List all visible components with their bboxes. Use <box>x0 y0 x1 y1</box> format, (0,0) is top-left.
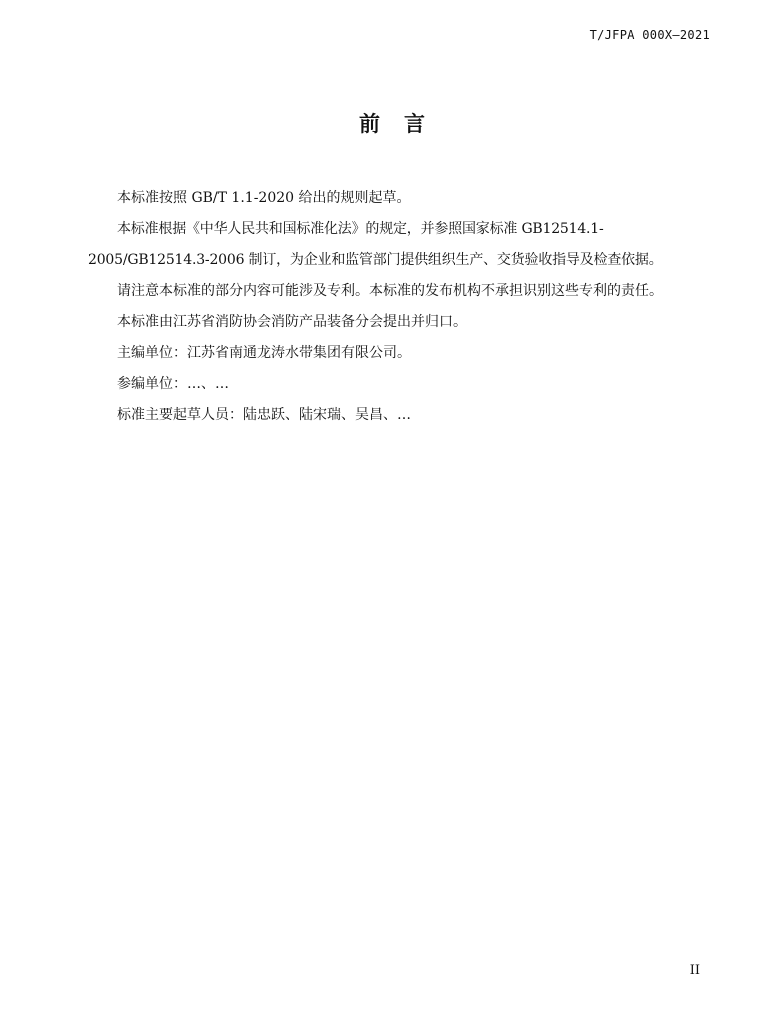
paragraph-legal-basis: 本标准根据《中华人民共和国标准化法》的规定，并参照国家标准 GB12514.1-2005/GB12514.3-2006 制订，为企业和监管部门提供组织生产、交货验收指导及检查依据。 <box>88 221 663 268</box>
paragraph-patent-notice: 请注意本标准的部分内容可能涉及专利。本标准的发布机构不承担识别这些专利的责任。 <box>117 283 663 299</box>
paragraph-proposer: 本标准由江苏省消防协会消防产品装备分会提出并归口。 <box>117 314 467 330</box>
paragraph-participating-units: 参编单位：…、… <box>117 376 229 392</box>
page-number: II <box>689 963 700 978</box>
paragraph-drafters: 标准主要起草人员：陆忠跃、陆宋瑞、吴昌、… <box>117 407 411 423</box>
paragraph-lead-unit: 主编单位：江苏省南通龙涛水带集团有限公司。 <box>117 345 411 361</box>
standard-code: T/JFPA 000X—2021 <box>589 28 710 42</box>
foreword-body <box>88 183 712 431</box>
page-title: 前言 <box>359 112 449 136</box>
paragraph-drafting-rules: 本标准按照 GB/T 1.1-2020 给出的规则起草。 <box>117 190 411 206</box>
